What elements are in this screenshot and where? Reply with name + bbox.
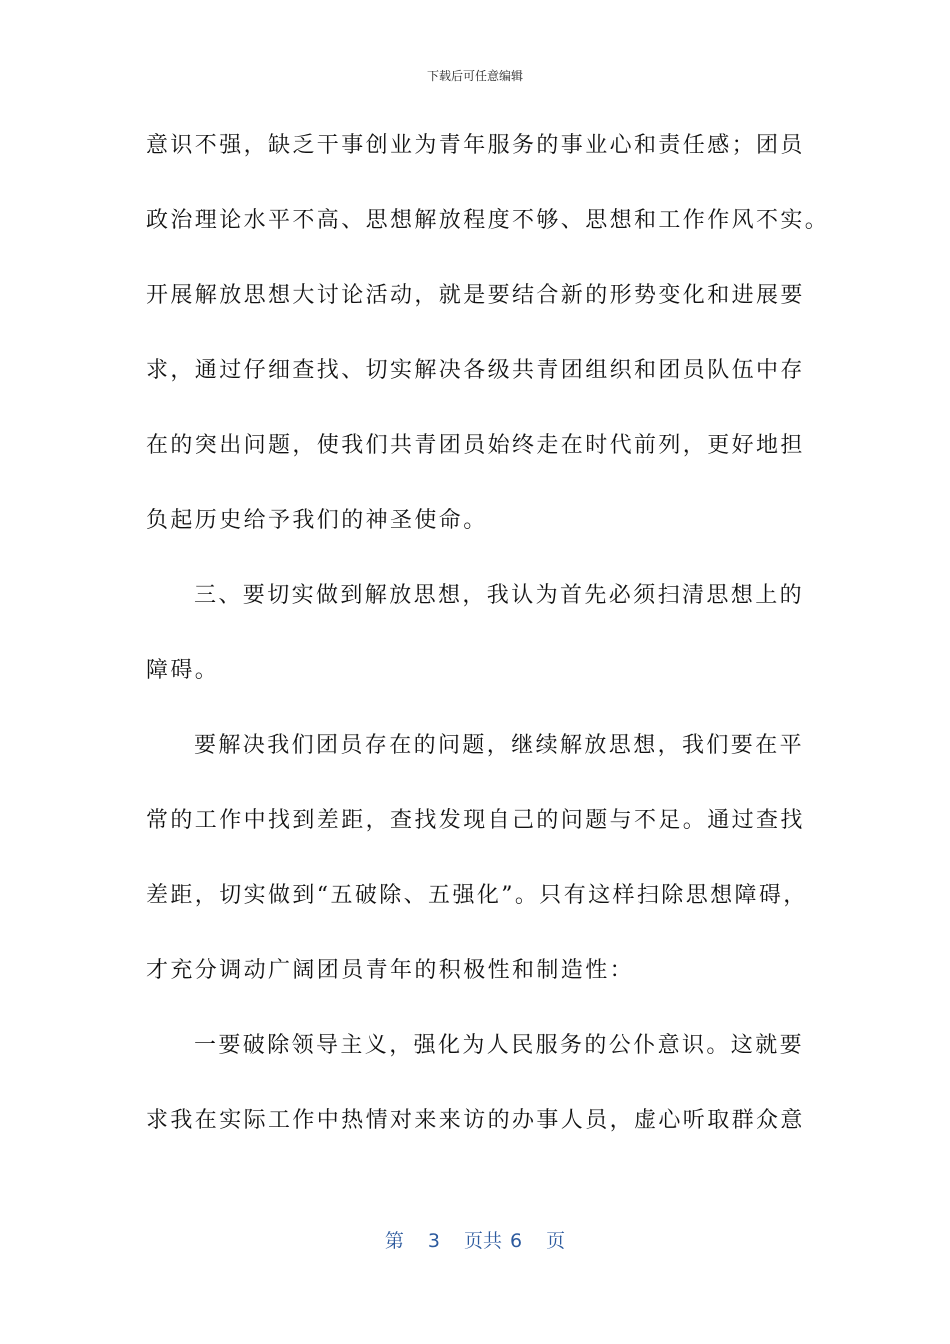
body-line: 开展解放思想大讨论活动，就是要结合新的形势变化和进展要 bbox=[146, 283, 805, 308]
body-line: 在的突出问题，使我们共青团员始终走在时代前列，更好地担 bbox=[146, 433, 805, 458]
body-line: 障碍。 bbox=[146, 658, 220, 683]
footer-middle: 页共 bbox=[463, 1230, 502, 1252]
body-line: 求，通过仔细查找、切实解决各级共青团组织和团员队伍中存 bbox=[146, 358, 805, 383]
body-line: 意识不强，缺乏干事创业为青年服务的事业心和责任感；团员 bbox=[146, 133, 805, 158]
body-line: 负起历史给予我们的神圣使命。 bbox=[146, 508, 488, 533]
page-footer bbox=[0, 1226, 950, 1253]
body-line: 求我在实际工作中热情对来来访的办事人员，虚心听取群众意 bbox=[146, 1108, 805, 1133]
body-line: 一要破除领导主义，强化为人民服务的公仆意识。这就要 bbox=[194, 1033, 805, 1058]
footer-suffix: 页 bbox=[546, 1230, 566, 1252]
body-line: 差距，切实做到“五破除、五强化”。只有这样扫除思想障碍， bbox=[146, 883, 808, 908]
body-line: 常的工作中找到差距，查找发现自己的问题与不足。通过查找 bbox=[146, 808, 805, 833]
current-page-number: 3 bbox=[427, 1230, 440, 1252]
body-line: 政治理论水平不高、思想解放程度不够、思想和工作作风不实。 bbox=[146, 208, 830, 233]
body-line: 才充分调动广阔团员青年的积极性和制造性： bbox=[146, 958, 635, 983]
header-note: 下载后可任意编辑 bbox=[426, 69, 523, 83]
document-body bbox=[146, 128, 830, 1178]
body-line: 要解决我们团员存在的问题，继续解放思想，我们要在平 bbox=[194, 733, 805, 758]
footer-prefix: 第 bbox=[384, 1230, 404, 1252]
total-pages-number: 6 bbox=[510, 1230, 523, 1252]
body-line: 三、要切实做到解放思想，我认为首先必须扫清思想上的 bbox=[194, 583, 805, 608]
